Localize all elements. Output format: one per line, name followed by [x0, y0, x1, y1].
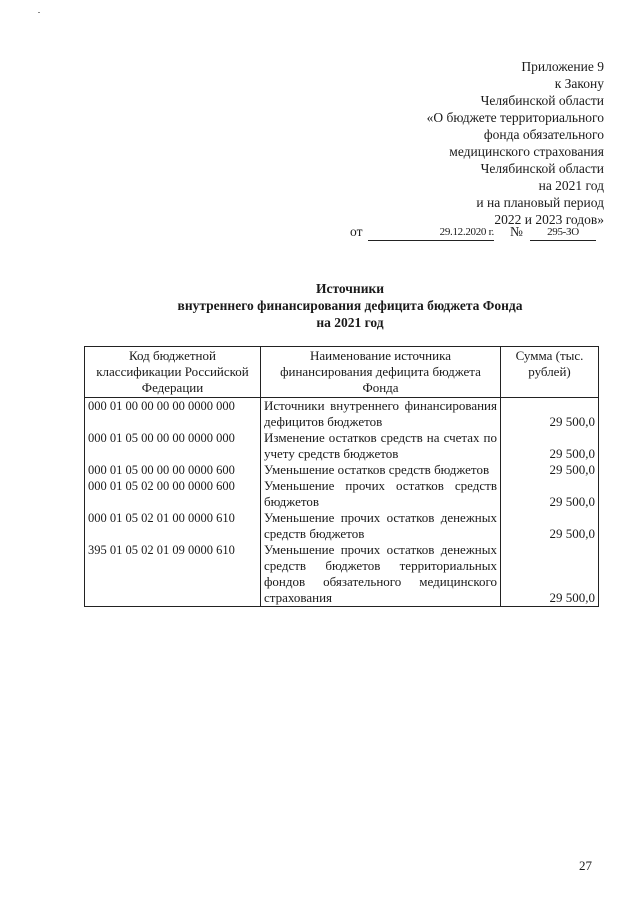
table-row: [85, 478, 599, 510]
row-sum: 29 500,0: [501, 542, 599, 607]
header-code: Код бюджетной классификации Российской Федерации: [85, 347, 261, 398]
decree-number: 295-ЗО: [530, 224, 596, 241]
row-code: 000 01 05 02 00 00 0000 600: [85, 478, 261, 510]
row-code: 000 01 00 00 00 00 0000 000: [85, 398, 261, 431]
row-name: Изменение остатков средств на счетах по учету средств бюджетов: [261, 430, 501, 462]
title-line: внутреннего финансирования дефицита бюджета Фонда: [177, 298, 523, 313]
appendix-line: 2022 и 2023 годов»: [494, 212, 604, 227]
row-code: 000 01 05 02 01 00 0000 610: [85, 510, 261, 542]
appendix-line: «О бюджете территориального: [426, 110, 604, 125]
table-row: [85, 462, 599, 478]
table-header-row: [85, 347, 599, 398]
table-row: [85, 430, 599, 462]
table-row: [85, 542, 599, 607]
row-sum: 29 500,0: [501, 510, 599, 542]
header-sum: Сумма (тыс. рублей): [501, 347, 599, 398]
row-name: Уменьшение прочих остатков денежных средств бюджетов: [261, 510, 501, 542]
appendix-line: к Закону: [554, 76, 604, 91]
row-name: Источники внутреннего финансирования дефицитов бюджетов: [261, 398, 501, 431]
title-line: Источники: [315, 281, 385, 296]
row-code: 000 01 05 00 00 00 0000 600: [85, 462, 261, 478]
appendix-line: фонда обязательного: [483, 127, 604, 142]
document-title: [120, 280, 580, 331]
page-number: 27: [579, 858, 592, 873]
decree-line: [350, 224, 600, 242]
row-sum: 29 500,0: [501, 478, 599, 510]
decree-number-label: №: [510, 224, 523, 239]
appendix-line: и на плановый период: [476, 195, 604, 210]
row-name: Уменьшение прочих остатков средств бюджетов: [261, 478, 501, 510]
row-code: 000 01 05 00 00 00 0000 000: [85, 430, 261, 462]
appendix-line: на 2021 год: [538, 178, 604, 193]
row-sum: 29 500,0: [501, 462, 599, 478]
appendix-line: медицинского страхования: [449, 144, 604, 159]
decree-date: 29.12.2020 г.: [368, 224, 494, 241]
title-line: на 2021 год: [316, 315, 384, 330]
header-name: Наименование источника финансирования дефицита бюджета Фонда: [261, 347, 501, 398]
row-sum: 29 500,0: [501, 398, 599, 431]
row-name: Уменьшение прочих остатков денежных средств бюджетов территориальных фондов обязательного медицинского страхования: [261, 542, 501, 607]
financing-sources-table: [84, 346, 599, 607]
row-sum: 29 500,0: [501, 430, 599, 462]
table-row: [85, 510, 599, 542]
scan-mark: [38, 12, 40, 13]
appendix-line: Челябинской области: [480, 93, 604, 108]
appendix-heading: [304, 58, 604, 228]
row-code: 395 01 05 02 01 09 0000 610: [85, 542, 261, 607]
row-name: Уменьшение остатков средств бюджетов: [261, 462, 501, 478]
appendix-line: Челябинской области: [480, 161, 604, 176]
table-row: [85, 398, 599, 431]
appendix-line: Приложение 9: [521, 59, 604, 74]
decree-from-label: от: [350, 224, 363, 239]
